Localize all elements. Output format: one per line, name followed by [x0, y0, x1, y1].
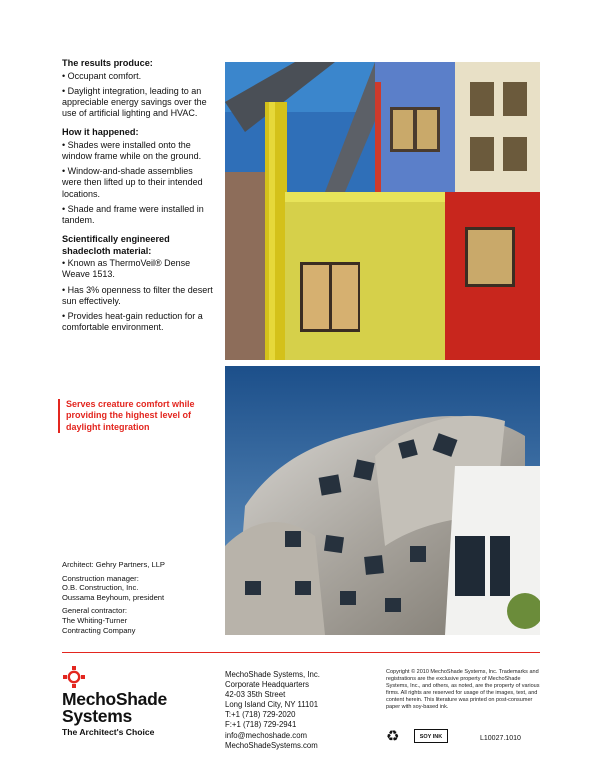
- section-shadecloth: [62, 234, 214, 333]
- credit-company: O.B. Construction, Inc.: [62, 583, 139, 593]
- building-facade-photo: [225, 62, 540, 360]
- website-link[interactable]: MechoShadeSystems.com: [225, 740, 318, 750]
- address-line: 42-03 35th Street: [225, 690, 286, 700]
- document-code: L10027.1010: [480, 735, 521, 742]
- bullet-item: • Shades were installed onto the window frame while on the ground.: [62, 139, 202, 162]
- credit-company: Contracting Company: [62, 625, 136, 635]
- left-text-column: [62, 58, 214, 341]
- architect-credit: Architect: Gehry Partners, LLP: [62, 560, 165, 569]
- stainless-building-photo: [225, 366, 540, 635]
- bullet-item: • Shade and frame were installed in tandem.: [62, 203, 204, 226]
- soy-ink-label: SOY INK: [419, 734, 443, 740]
- bullet-item: • Provides heat-gain reduction for a comfortable environment.: [62, 311, 203, 333]
- fax-line: F:+1 (718) 729-2941: [225, 720, 297, 730]
- credit-label: Construction manager:: [62, 573, 139, 583]
- phone-line: T:+1 (718) 729-2020: [225, 710, 296, 720]
- section-how: [62, 127, 214, 226]
- construction-credit: [62, 574, 222, 603]
- address-line: Long Island City, NY 11101: [225, 700, 319, 710]
- bullet-item: • Daylight integration, leading to an appreciable energy savings over the use of artificial lighting and HVAC.: [62, 85, 207, 119]
- section-results: [62, 58, 214, 119]
- credit-company: The Whiting-Turner: [62, 615, 128, 625]
- section-heading: Scientifically engineered shadecloth material:: [62, 234, 170, 256]
- mechoshade-logo-icon: [63, 666, 85, 688]
- bullet-item: • Window-and-shade assemblies were then lifted up to their intended locations.: [62, 166, 203, 199]
- bullet-item: • Occupant comfort.: [62, 70, 142, 81]
- footer-rule: [62, 652, 540, 653]
- email-link[interactable]: info@mechoshade.com: [225, 730, 308, 740]
- soy-ink-badge: [414, 729, 448, 743]
- brand-name: MechoShade: [62, 689, 167, 709]
- credit-person: Oussama Beyhoum, president: [62, 592, 165, 602]
- credit-label: General contractor:: [62, 606, 127, 616]
- address-line: MechoShade Systems, Inc.: [225, 670, 320, 679]
- section-heading: How it happened:: [62, 127, 139, 138]
- contractor-credit: [62, 606, 222, 635]
- bullet-item: • Has 3% openness to filter the desert sun effectively.: [62, 284, 213, 306]
- bullet-item: • Known as ThermoVeil® Dense Weave 1513.: [62, 258, 191, 280]
- callout-quote: Serves creature comfort while providing the highest level of daylight integration: [58, 399, 226, 433]
- brand-tagline: The Architect's Choice: [62, 727, 155, 737]
- recycle-icon: ♻: [386, 727, 400, 745]
- copyright-notice: Copyright © 2010 MechoShade Systems, Inc. Trademarks and registrations are the exclusive property of MechoShade Systems, Inc., and others, as noted, are the property of various firms. All rights are reserved for usage of the images, text, and content herein. This literature was printed on post-consumer paper with soy-based ink.: [386, 669, 540, 710]
- company-address: [225, 670, 375, 751]
- brand-name: Systems: [62, 705, 132, 726]
- section-heading: The results produce:: [62, 58, 153, 68]
- mechoshade-logo: [62, 666, 212, 737]
- address-line: Corporate Headquarters: [225, 680, 310, 690]
- project-credits: [62, 560, 222, 639]
